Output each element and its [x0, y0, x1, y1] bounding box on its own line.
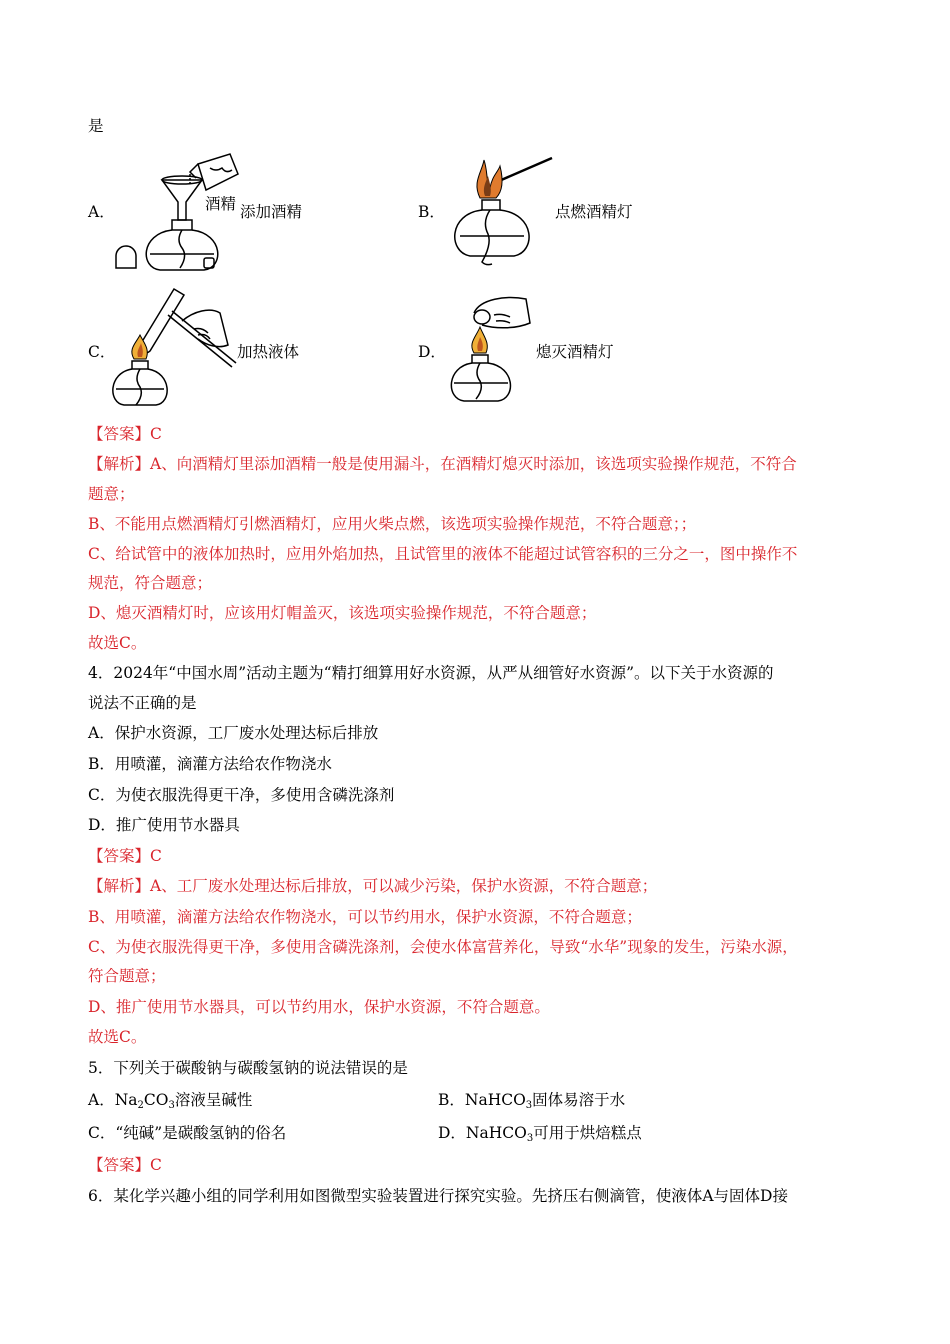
analysis-q4-line-6: 故选C。	[88, 1028, 147, 1046]
question-5-stem: 5．下列关于碳酸钠与碳酸氢钠的说法错误的是	[88, 1059, 408, 1077]
question-4-option-a: A．保护水资源，工厂废水处理达标后排放	[88, 724, 379, 742]
analysis-q3-line-4: C、给试管中的液体加热时，应用外焰加热，且试管里的液体不能超过试管容积的三分之一，图中操作不	[88, 545, 798, 563]
option-a-caption: 添加酒精	[240, 203, 303, 221]
answer-q4: 【答案】C	[88, 847, 162, 865]
option-a-letter: A．	[88, 203, 115, 221]
analysis-q4-line-5: D、推广使用节水器具，可以节约用水，保护水资源，不符合题意。	[88, 998, 550, 1016]
option-c-caption: 加热液体	[237, 343, 300, 361]
analysis-q3-line-2: 题意；	[88, 485, 135, 503]
analysis-q4-line-3: C、为使衣服洗得更干净，多使用含磷洗涤剂，会使水体富营养化，导致“水华”现象的发生，污染水源，	[88, 938, 798, 956]
analysis-q3-line-6: D、熄灭酒精灯时，应该用灯帽盖灭，该选项实验操作规范，不符合题意；	[88, 604, 597, 622]
question-5-option-d: D．NaHCO$_3$可用于烘焙糕点	[438, 1124, 642, 1144]
question-6-stem: 6．某化学兴趣小组的同学利用如图微型实验装置进行探究实验。先挤压右侧滴管，使液体A与固体D接	[88, 1187, 788, 1205]
option-d-caption: 熄灭酒精灯	[536, 343, 614, 361]
analysis-q3-line-3: B、不能用点燃酒精灯引燃酒精灯，应用火柴点燃，该选项实验操作规范，不符合题意；；	[88, 515, 697, 533]
analysis-q4-line-1: 【解析】A、工厂废水处理达标后排放，可以减少污染，保护水资源，不符合题意；	[88, 877, 658, 895]
answer-q5: 【答案】C	[88, 1156, 162, 1174]
analysis-q3-line-1: 【解析】A、向酒精灯里添加酒精一般是使用漏斗，在酒精灯熄灭时添加，该选项实验操作规范，不符合	[88, 455, 797, 473]
question-4-stem-line-1: 4．2024年“中国水周”活动主题为“精打细算用好水资源，从严从细管好水资源”。以下关于水资源的	[88, 664, 774, 682]
option-b-letter: B．	[418, 203, 445, 221]
question-4-option-c: C．为使衣服洗得更干净，多使用含磷洗涤剂	[88, 786, 395, 804]
analysis-q3-line-5: 规范，符合题意；	[88, 574, 213, 592]
question-4-option-b: B．用喷灌，滴灌方法给农作物浇水	[88, 755, 332, 773]
analysis-q3-line-7: 故选C。	[88, 634, 147, 652]
question-stem-tail: 是	[88, 117, 104, 135]
question-4-option-d: D．推广使用节水器具	[88, 816, 240, 834]
analysis-q4-line-4: 符合题意；	[88, 967, 166, 985]
figure-label-alcohol: 酒精	[205, 195, 237, 213]
extinguish-lamp-figure	[446, 293, 536, 408]
option-c-letter: C．	[88, 343, 116, 361]
heat-liquid-figure	[110, 285, 240, 407]
analysis-q4-line-2: B、用喷灌，滴灌方法给农作物浇水，可以节约用水，保护水资源，不符合题意；	[88, 908, 642, 926]
light-lamp-figure	[452, 152, 562, 274]
question-5-option-a: A．$Na_2CO_3$溶液呈碱性	[88, 1091, 253, 1111]
question-5-option-c: C．“纯碱”是碳酸氢钠的俗名	[88, 1124, 287, 1142]
answer-q3: 【答案】C	[88, 425, 162, 443]
question-5-option-b: B．NaHCO$_3$固体易溶于水	[438, 1091, 626, 1111]
question-4-stem-line-2: 说法不正确的是	[88, 694, 197, 712]
option-d-letter: D．	[418, 343, 446, 361]
option-b-caption: 点燃酒精灯	[555, 203, 633, 221]
